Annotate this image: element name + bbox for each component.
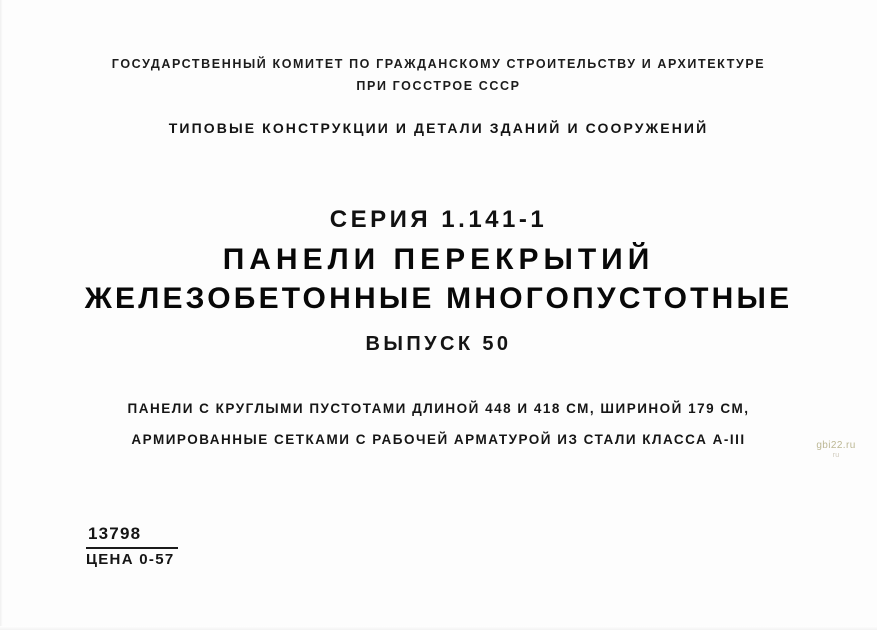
price-label: ЦЕНА 0-57 xyxy=(86,551,175,568)
description-line-2: АРМИРОВАННЫЕ СЕТКАМИ С РАБОЧЕЙ АРМАТУРОЙ ИЗ СТАЛИ КЛАССА А-III xyxy=(131,432,746,447)
document-subject: ТИПОВЫЕ КОНСТРУКЦИИ И ДЕТАЛИ ЗДАНИЙ И СООРУЖЕНИЙ xyxy=(168,120,709,136)
description-line-1: ПАНЕЛИ С КРУГЛЫМИ ПУСТОТАМИ ДЛИНОЙ 448 И 418 СМ, ШИРИНОЙ 179 СМ, xyxy=(127,401,750,416)
page-title-line-2: ЖЕЛЕЗОБЕТОННЫЕ МНОГОПУСТОТНЫЕ xyxy=(84,282,793,315)
series-number: СЕРИЯ 1.141-1 xyxy=(329,206,548,233)
issue-number: ВЫПУСК 50 xyxy=(365,333,512,355)
catalog-code-block xyxy=(86,524,178,568)
page-title-line-1: ПАНЕЛИ ПЕРЕКРЫТИЙ xyxy=(222,243,655,276)
code-underline xyxy=(86,547,178,549)
scan-edge-bottom xyxy=(0,626,877,630)
catalog-code-number: 13798 xyxy=(88,524,142,543)
authority-line-2: ПРИ ГОССТРОЕ СССР xyxy=(356,79,521,93)
watermark-subtext: ru xyxy=(832,452,840,459)
authority-block xyxy=(0,57,877,93)
authority-line-1: ГОСУДАРСТВЕННЫЙ КОМИТЕТ ПО ГРАЖДАНСКОМУ СТРОИТЕЛЬСТВУ И АРХИТЕКТУРЕ xyxy=(111,57,766,71)
watermark-text: gbi22.ru xyxy=(816,440,856,451)
